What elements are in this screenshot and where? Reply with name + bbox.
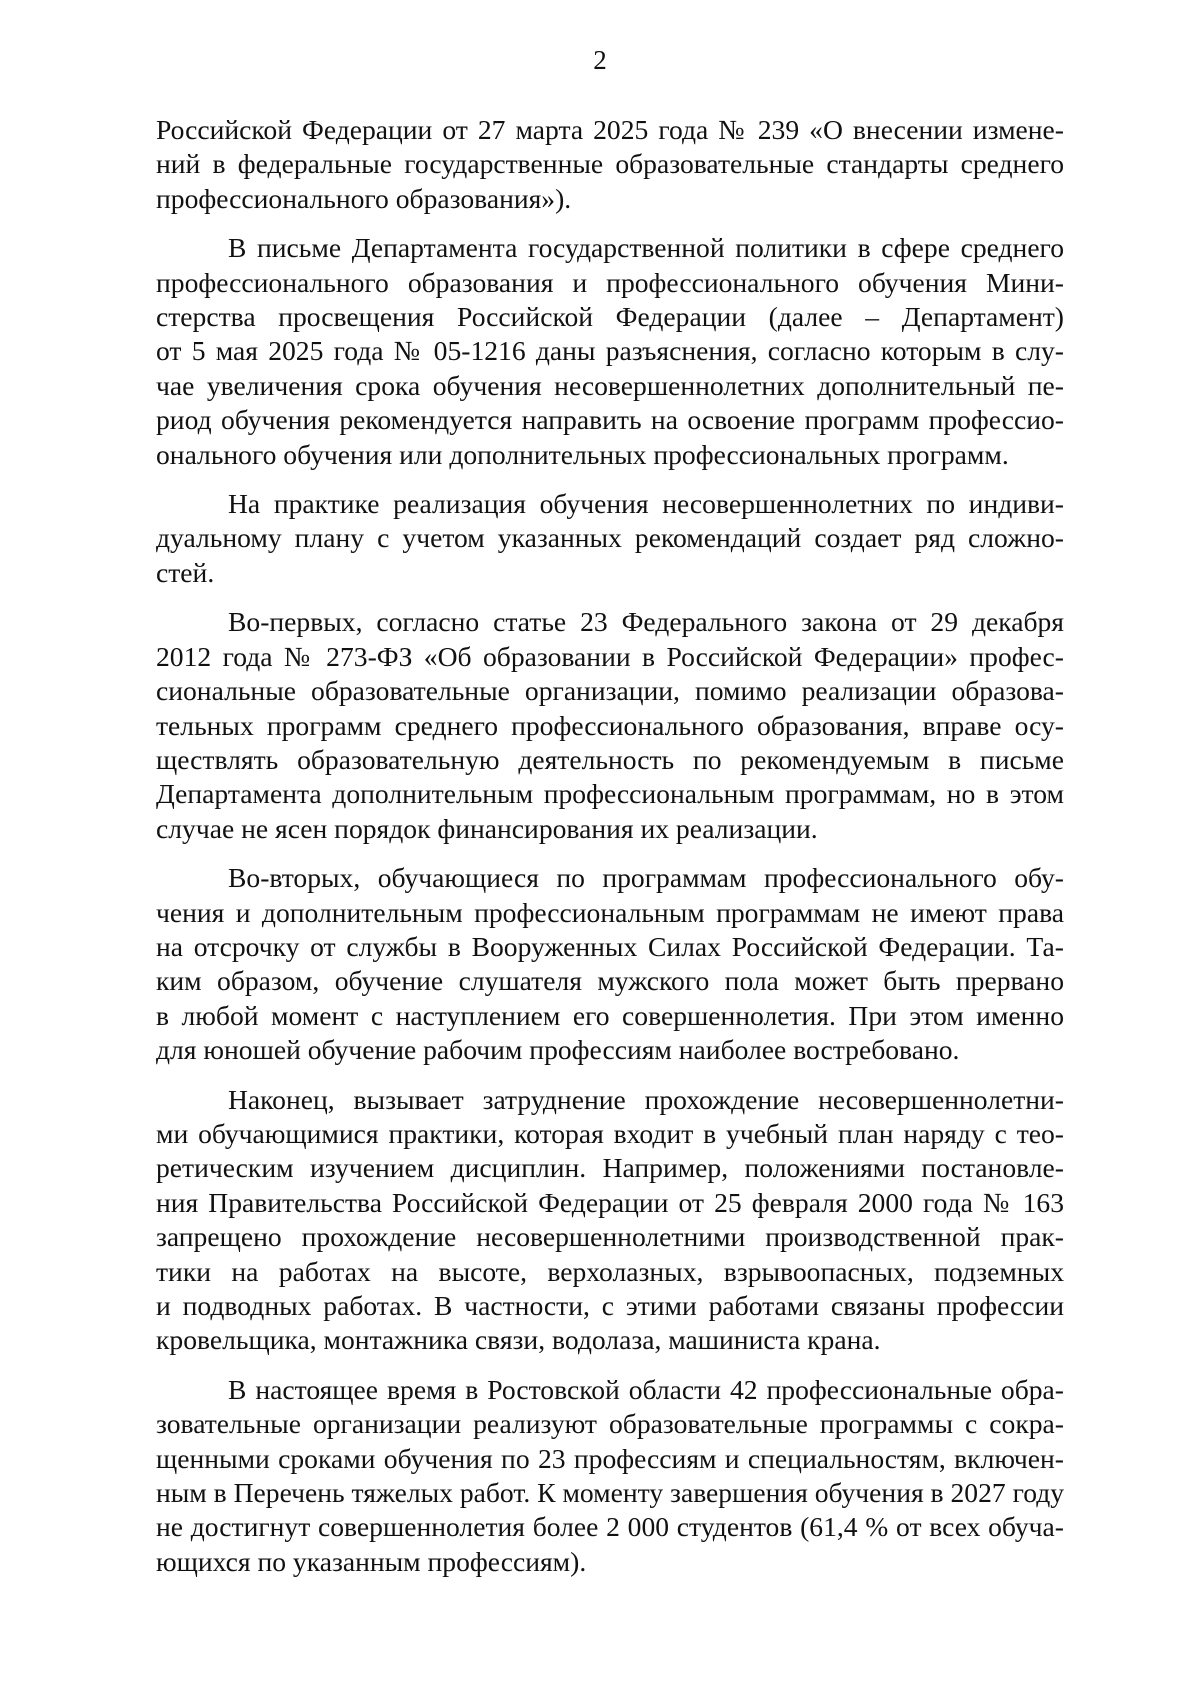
text-line: случае не ясен порядок финансирования их реализации. [156, 812, 818, 844]
text-line: не достигнут совершеннолетия более 2 000 студентов (61,4 % от всех обуча- [156, 1511, 1064, 1543]
text-line: кровельщика, монтажника связи, водолаза, машиниста крана. [156, 1324, 881, 1356]
text-line: ния Правительства Российской Федерации от 25 февраля 2000 года № 163 [156, 1186, 1064, 1218]
page-number: 2 [593, 45, 607, 75]
text-line: ким образом, обучение слушателя мужского пола может быть прервано [156, 965, 1064, 997]
text-line: Департамента дополнительным профессиональным программам, но в этом [156, 778, 1064, 810]
paragraph-5 [156, 861, 1064, 1067]
text-line: тельных программ среднего профессионального образования, вправе осу- [156, 709, 1064, 741]
text-line: профессионального образования»). [156, 182, 572, 214]
text-line: и подводных работах. В частности, с этими работами связаны профессии [156, 1290, 1064, 1321]
text-line: чения и дополнительным профессиональным программам не имеют права [156, 896, 1064, 928]
text-line: зовательные организации реализуют образовательные программы с сокра- [156, 1408, 1064, 1440]
text-line: стерства просвещения Российской Федерации (далее – Департамент) [156, 301, 1064, 333]
text-line: в любой момент с наступлением его совершеннолетия. При этом именно [156, 999, 1064, 1031]
paragraph-7 [156, 1373, 1064, 1579]
text-line: сиональные образовательные организации, помимо реализации образова- [156, 675, 1064, 707]
text-line: Во-вторых, обучающиеся по программам профессионального обу- [228, 862, 1064, 894]
text-line: В настоящее время в Ростовской области 42 профессиональные обра- [228, 1373, 1064, 1405]
text-line: ющихся по указанным профессиям). [156, 1545, 587, 1577]
text-line: для юношей обучение рабочим профессиям наиболее востребовано. [156, 1034, 960, 1066]
document-body [156, 113, 1064, 1594]
text-line: ществлять образовательную деятельность по рекомендуемым в письме [156, 743, 1064, 775]
paragraph-1 [156, 113, 1064, 216]
text-line: стей. [156, 556, 215, 588]
text-line: на отсрочку от службы в Вооруженных Силах Российской Федерации. Та- [156, 930, 1064, 962]
text-line: профессионального образования и профессионального обучения Мини- [156, 266, 1064, 298]
text-line: 2012 года № 273-ФЗ «Об образовании в Российской Федерации» профес- [156, 640, 1064, 672]
text-line: онального обучения или дополнительных профессиональных программ. [156, 438, 1009, 470]
text-line: от 5 мая 2025 года № 05-1216 даны разъяснения, согласно которым в слу- [156, 335, 1064, 367]
text-line: щенными сроками обучения по 23 профессиям и специальностям, включен- [156, 1442, 1064, 1474]
paragraph-4 [156, 605, 1064, 846]
text-line: Российской Федерации от 27 марта 2025 года № 239 «О внесении измене- [156, 114, 1064, 145]
text-line: ретическим изучением дисциплин. Например, положениями постановле- [156, 1152, 1064, 1184]
text-line: чае увеличения срока обучения несовершеннолетних дополнительный пе- [156, 369, 1064, 401]
paragraph-2 [156, 231, 1064, 472]
text-line: В письме Департамента государственной политики в сфере среднего [228, 232, 1064, 264]
text-line: ний в федеральные государственные образовательные стандарты среднего [156, 148, 1064, 180]
text-line: ми обучающимися практики, которая входит в учебный план наряду с тео- [156, 1117, 1064, 1149]
text-line: Во-первых, согласно статье 23 Федерального закона от 29 декабря [228, 606, 1064, 638]
text-line: Наконец, вызывает затруднение прохождение несовершеннолетни- [228, 1083, 1064, 1115]
text-line: запрещено прохождение несовершеннолетними производственной прак- [156, 1221, 1064, 1253]
text-line: тики на работах на высоте, верхолазных, взрывоопасных, подземных [156, 1255, 1064, 1287]
text-line: риод обучения рекомендуется направить на освоение программ профессио- [156, 404, 1064, 436]
paragraph-3 [156, 487, 1064, 590]
text-line: ным в Перечень тяжелых работ. К моменту завершения обучения в 2027 году [156, 1477, 1065, 1509]
text-line: дуальному плану с учетом указанных рекомендаций создает ряд сложно- [156, 522, 1064, 554]
paragraph-6 [156, 1083, 1064, 1358]
text-line: На практике реализация обучения несовершеннолетних по индиви- [228, 488, 1064, 520]
